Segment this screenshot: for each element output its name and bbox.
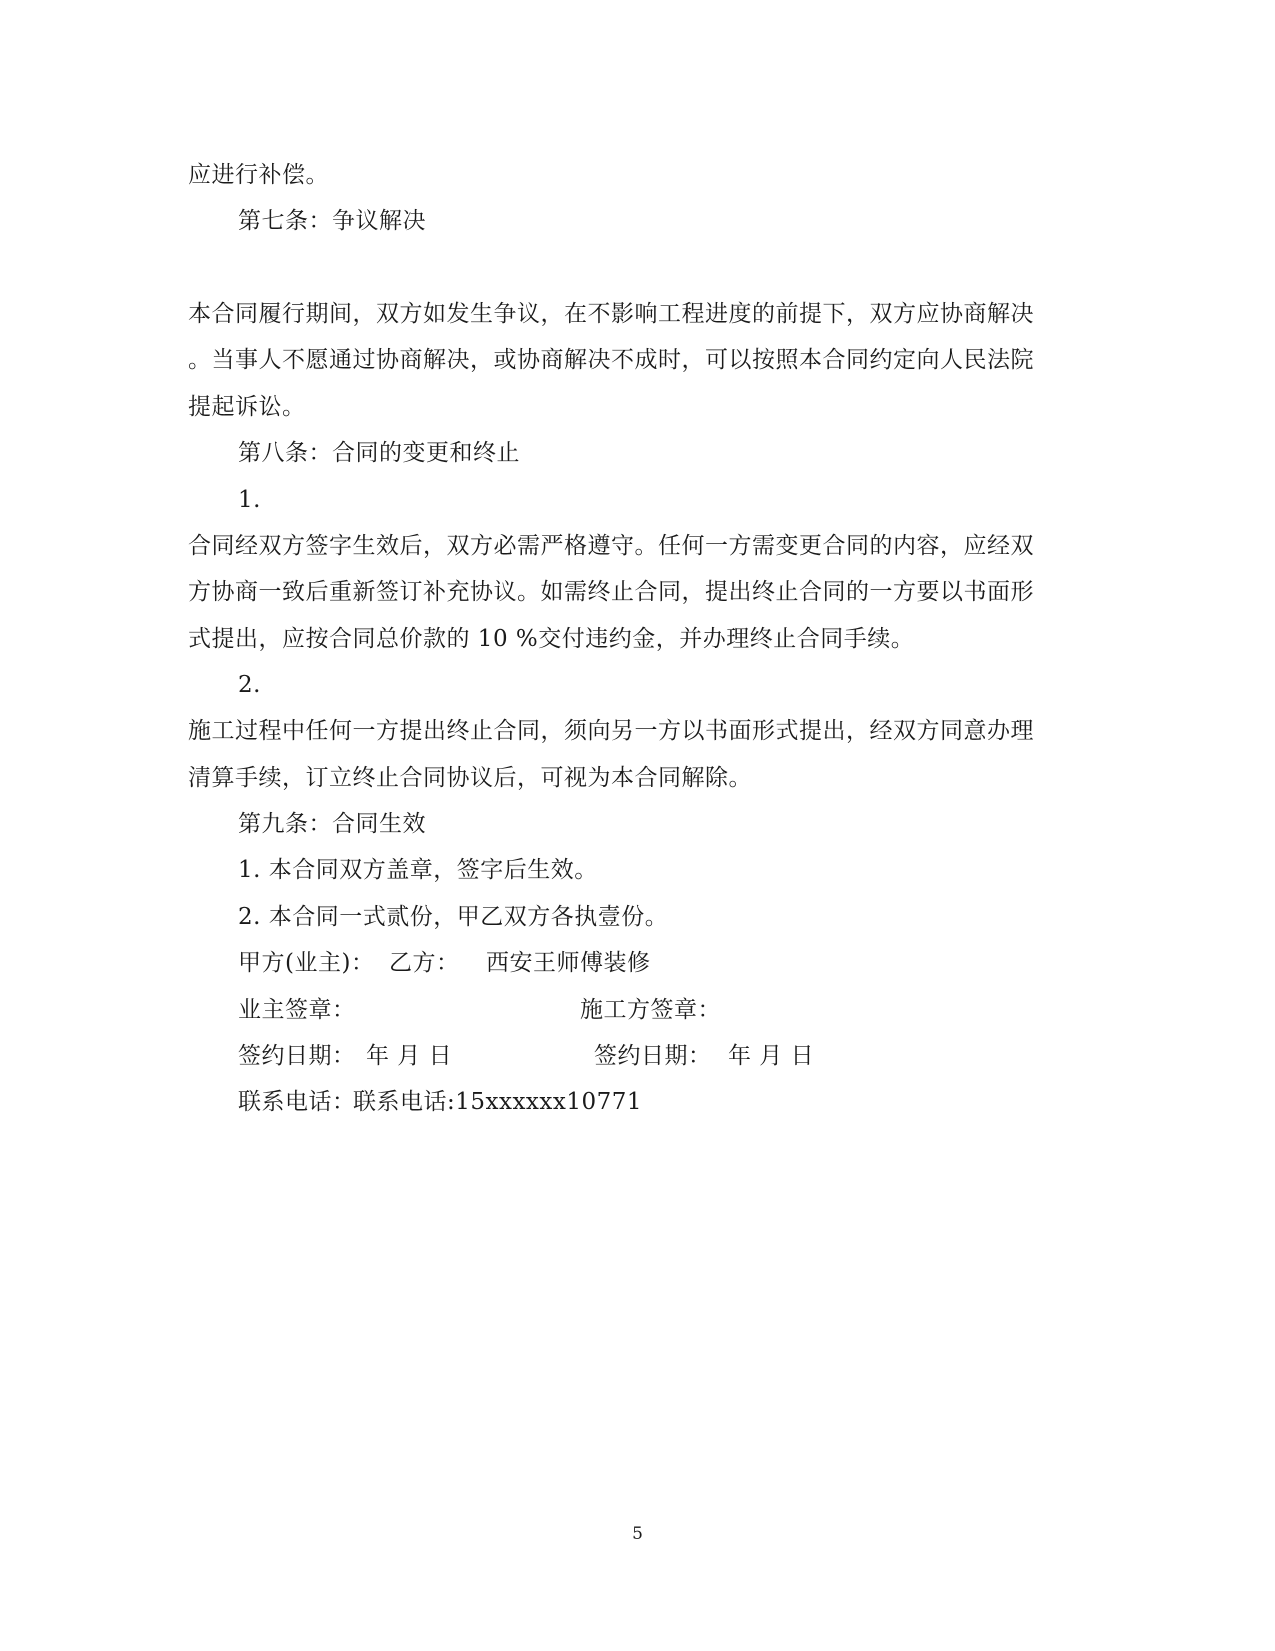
paragraph-line: 施工过程中任何一方提出终止合同，须向另一方以书面形式提出，经双方同意办理 (188, 718, 1034, 744)
paragraph-line: 应进行补偿。 (188, 162, 329, 188)
parties-row (0, 948, 1275, 978)
list-item: 1. 本合同双方盖章，签字后生效。 (238, 857, 598, 883)
paragraph-line: 清算手续，订立终止合同协议后，可视为本合同解除。 (188, 765, 752, 791)
sign-date-label-left: 签约日期： (238, 1043, 356, 1069)
paragraph-line: 本合同履行期间，双方如发生争议，在不影响工程进度的前提下，双方应协商解决 (188, 301, 1034, 327)
party-b-label: 乙方： (389, 950, 460, 976)
paragraph-line: 提起诉讼。 (188, 394, 306, 420)
date-placeholder-left: 年 月 日 (366, 1043, 453, 1069)
contractor-seal-label: 施工方签章： (580, 997, 721, 1023)
paragraph-line: 式提出，应按合同总价款的 10 %交付违约金，并办理终止合同手续。 (188, 626, 915, 652)
paragraph-line: 方协商一致后重新签订补充协议。如需终止合同，提出终止合同的一方要以书面形 (188, 579, 1034, 605)
party-a-label: 甲方(业主)： (238, 950, 375, 976)
paragraph-line: 。当事人不愿通过协商解决，或协商解决不成时，可以按照本合同约定向人民法院 (188, 347, 1034, 373)
page-number: 5 (632, 1524, 643, 1544)
section-heading-9: 第九条：合同生效 (238, 811, 426, 837)
list-number: 2. (238, 672, 261, 698)
list-number: 1. (238, 487, 261, 513)
section-heading-7: 第七条：争议解决 (238, 208, 426, 234)
party-b-name: 西安王师傅装修 (486, 950, 651, 976)
sign-date-label-right: 签约日期： (594, 1043, 712, 1069)
date-placeholder-right: 年 月 日 (728, 1043, 815, 1069)
date-row (0, 1041, 1275, 1071)
contact-value: 联系电话:15xxxxxx10771 (353, 1089, 643, 1115)
contact-row (0, 1087, 1275, 1117)
owner-seal-label: 业主签章： (238, 997, 356, 1023)
seal-row (0, 995, 1275, 1025)
paragraph-line: 合同经双方签字生效后，双方必需严格遵守。任何一方需变更合同的内容，应经双 (188, 533, 1034, 559)
section-heading-8: 第八条：合同的变更和终止 (238, 440, 520, 466)
contact-label: 联系电话： (238, 1089, 356, 1115)
list-item: 2. 本合同一式贰份，甲乙双方各执壹份。 (238, 904, 669, 930)
